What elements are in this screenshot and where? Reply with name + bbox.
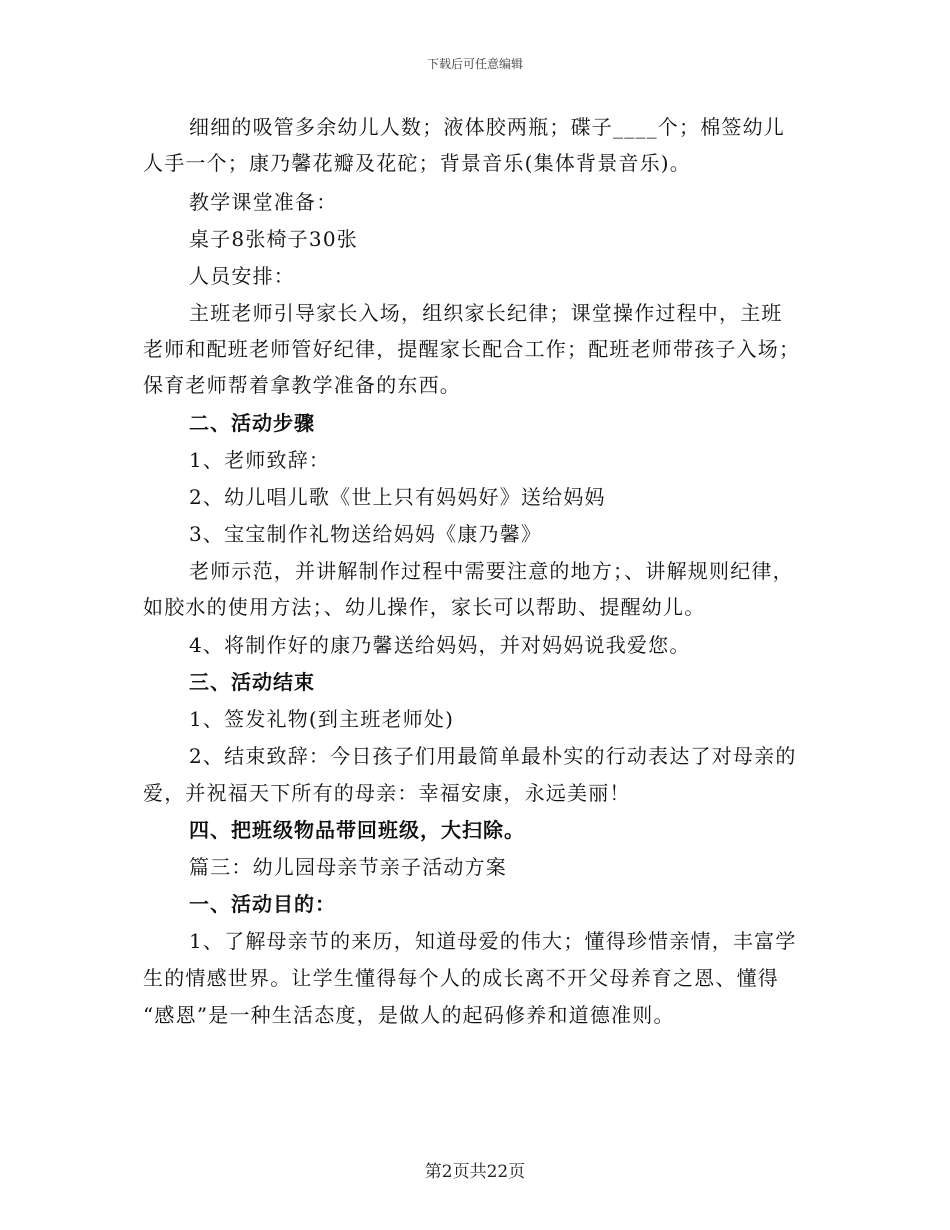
paragraph-line: 老师和配班老师管好纪律，提醒家长配合工作；配班老师带孩子入场； bbox=[143, 337, 801, 361]
paragraph-line: 1、了解母亲节的来历，知道母爱的伟大；懂得珍惜亲情，丰富学 bbox=[189, 929, 797, 953]
section-heading: 二、活动步骤 bbox=[189, 411, 315, 435]
paragraph-line: 主班老师引导家长入场，组织家长纪律；课堂操作过程中，主班 bbox=[189, 301, 783, 325]
paragraph-line: “感恩”是一种生活态度，是做人的起码修养和道德准则。 bbox=[143, 1003, 675, 1027]
paragraph-line: 爱，并祝福天下所有的母亲：幸福安康，永远美丽！ bbox=[143, 781, 631, 805]
paragraph-line: 2、幼儿唱儿歌《世上只有妈妈好》送给妈妈 bbox=[189, 485, 606, 509]
paragraph-line: 老师示范，并讲解制作过程中需要注意的地方；、讲解规则纪律， bbox=[189, 559, 794, 583]
paragraph-line: 人手一个；康乃馨花瓣及花砣；背景音乐(集体背景音乐)。 bbox=[143, 151, 692, 175]
paragraph-line: 3、宝宝制作礼物送给妈妈《康乃馨》 bbox=[189, 522, 543, 546]
page-header: 下载后可任意编辑 bbox=[426, 57, 523, 71]
page-number: 第2页共22页 bbox=[424, 1162, 526, 1182]
paragraph-line: 教学课堂准备： bbox=[189, 190, 338, 214]
paragraph-line: 4、将制作好的康乃馨送给妈妈，并对妈妈说我爱您。 bbox=[189, 633, 691, 657]
paragraph-line: 2、结束致辞：今日孩子们用最简单最朴实的行动表达了对母亲的 bbox=[189, 744, 797, 768]
section-heading: 一、活动目的： bbox=[189, 892, 336, 916]
paragraph-line: 生的情感世界。让学生懂得每个人的成长离不开父母养育之恩、懂得 bbox=[143, 966, 779, 990]
paragraph-line: 细细的吸管多余幼儿人数；液体胶两瓶；碟子____个；棉签幼儿 bbox=[189, 115, 785, 139]
section-heading: 三、活动结束 bbox=[189, 670, 315, 694]
paragraph-line: 人员安排： bbox=[189, 264, 295, 288]
paragraph-line: 保育老师帮着拿教学准备的东西。 bbox=[143, 373, 461, 397]
chapter-title: 篇三：幼儿园母亲节亲子活动方案 bbox=[189, 855, 507, 879]
paragraph-line: 1、签发礼物(到主班老师处) bbox=[189, 707, 455, 731]
section-heading: 四、把班级物品带回班级，大扫除。 bbox=[189, 818, 525, 842]
paragraph-line: 桌子8张椅子30张 bbox=[189, 227, 358, 251]
paragraph-line: 1、老师致辞： bbox=[189, 448, 331, 472]
paragraph-line: 如胶水的使用方法；、幼儿操作，家长可以帮助、提醒幼儿。 bbox=[143, 595, 706, 619]
